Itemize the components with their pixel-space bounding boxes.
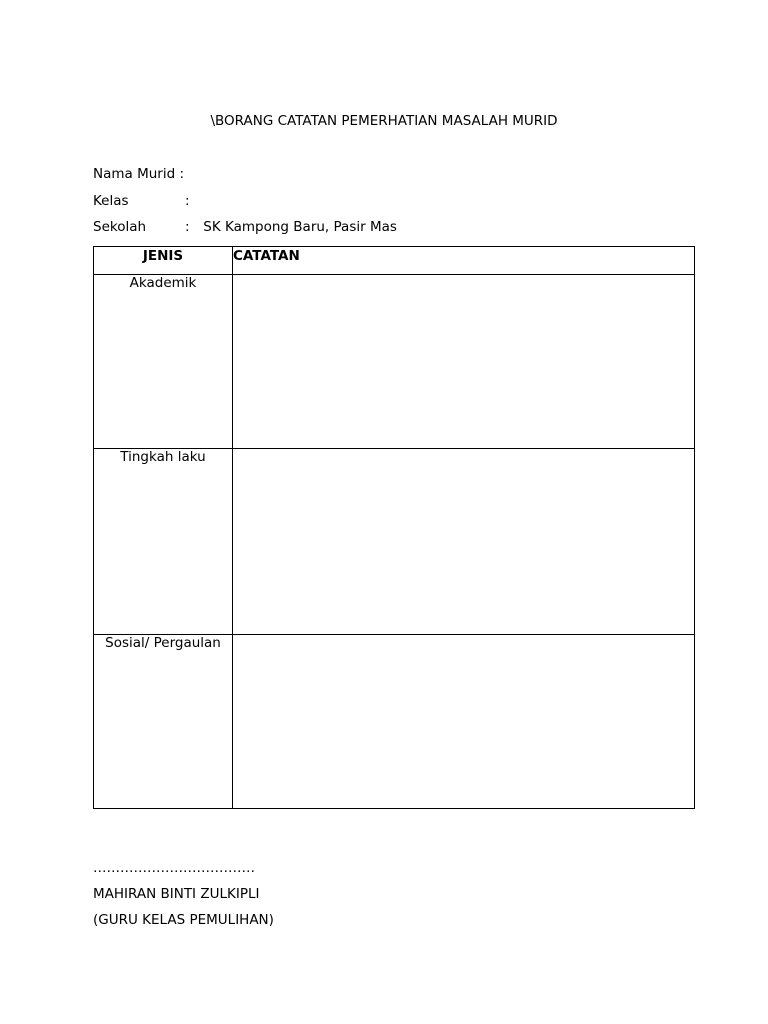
sekolah-value: SK Kampong Baru, Pasir Mas — [203, 219, 397, 235]
table-header-row — [94, 247, 695, 275]
table-row — [94, 449, 695, 635]
form-title: \BORANG CATATAN PEMERHATIAN MASALAH MURID — [210, 113, 558, 129]
signatory-role: (GURU KELAS PEMULIHAN) — [93, 912, 274, 928]
observation-table — [93, 246, 695, 809]
catatan-cell-akademik — [233, 275, 695, 449]
jenis-cell-sosial-pergaulan: Sosial/ Pergaulan — [94, 635, 233, 809]
sekolah-label: Sekolah — [93, 219, 147, 235]
kelas-colon: : — [185, 193, 190, 209]
sekolah-colon: : — [185, 219, 190, 235]
header-catatan: CATATAN — [233, 247, 695, 275]
nama-murid-label: Nama Murid : — [93, 166, 184, 182]
nama-murid-field — [93, 166, 184, 182]
kelas-field — [93, 193, 199, 209]
jenis-cell-tingkah-laku: Tingkah laku — [94, 449, 233, 635]
kelas-label: Kelas — [93, 193, 129, 209]
table-row — [94, 275, 695, 449]
sekolah-field — [93, 219, 397, 235]
catatan-cell-sosial-pergaulan — [233, 635, 695, 809]
header-jenis: JENIS — [94, 247, 233, 275]
signature-line: ……………………………… — [93, 860, 255, 876]
jenis-cell-akademik: Akademik — [94, 275, 233, 449]
signatory-name: MAHIRAN BINTI ZULKIPLI — [93, 886, 260, 902]
catatan-cell-tingkah-laku — [233, 449, 695, 635]
table-row — [94, 635, 695, 809]
